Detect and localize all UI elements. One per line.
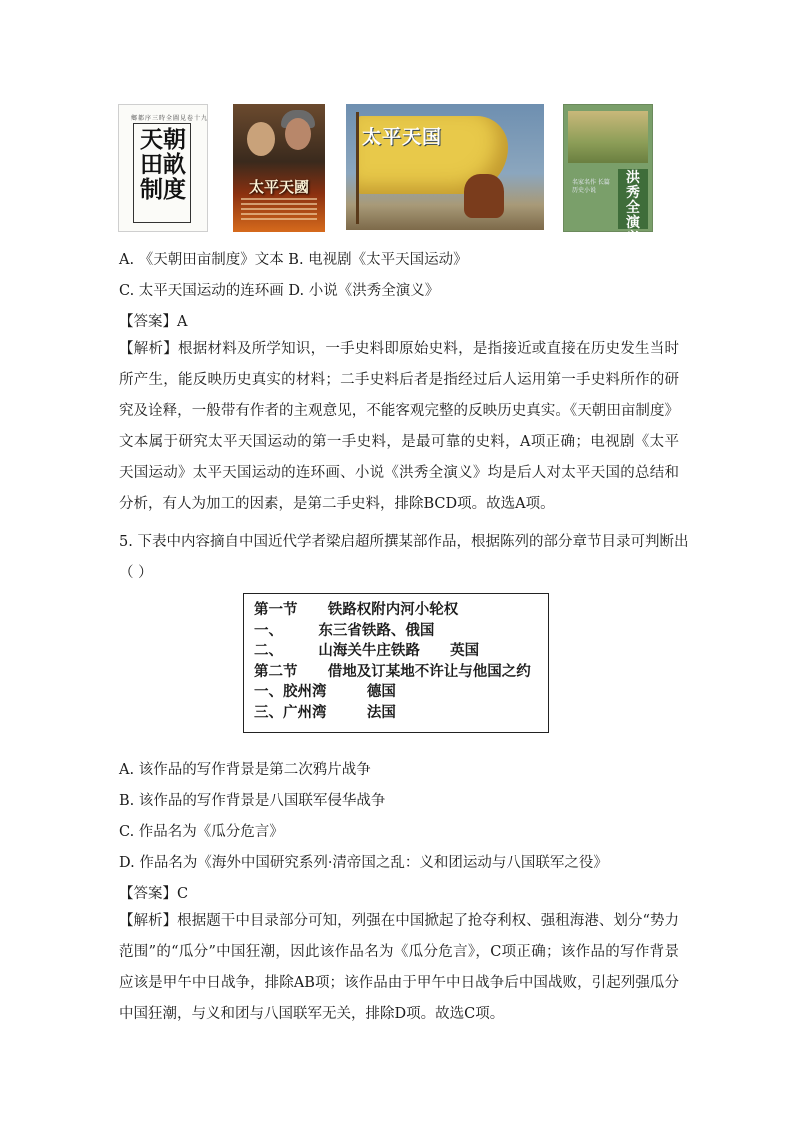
q5-analysis: 【解析】根据题干中目录部分可知，列强在中国掀起了抢夺利权、强租海港、划分“势力范围”的“瓜分”中国狂潮，因此该作品名为《瓜分危言》，C项正确；该作品的写作背景应该是甲午中日战争，排除AB项；该作品由于甲午中日战争后中国战败，引起列强瓜分中国狂潮，与义和团与八国联军无关，排除D项。故选C项。	[119, 913, 679, 1022]
actor-face-left	[247, 122, 275, 156]
comic-book-image	[346, 104, 544, 230]
tianchao-tianmu-zhidu-document-image	[118, 104, 208, 232]
novel-cover-small-text: 名家名作 长篇历史小说	[572, 179, 610, 194]
table-row: 一、胶州湾 德国	[254, 683, 396, 700]
table-row: 二、 山海关牛庄铁路 英国	[254, 642, 480, 659]
tv-drama-title: 太平天國	[248, 178, 309, 196]
q4-options-cd: C. 太平天国运动的连环画 D. 小说《洪秀全演义》	[119, 283, 440, 299]
rider-figure	[464, 174, 504, 218]
q5-contents-table	[243, 593, 549, 733]
q5-option-c: C. 作品名为《瓜分危言》	[119, 824, 284, 840]
table-row: 第二节 借地及订某地不许让与他国之约	[254, 662, 531, 680]
cover-fine-print	[241, 198, 317, 220]
table-row: 第一节 铁路权附内河小轮权	[254, 601, 459, 618]
comic-title: 太平天国	[362, 126, 443, 148]
q4-answer: 【答案】A	[119, 314, 188, 330]
table-row: 一、 东三省铁路、俄国	[254, 621, 435, 639]
novel-cover-painting	[568, 111, 648, 163]
document-header-text: 鄉都序三時全圖見卷十九	[131, 115, 209, 122]
tv-drama-cover-image	[233, 104, 325, 232]
q4-options-ab: A. 《天朝田亩制度》文本 B. 电视剧《太平天国运动》	[119, 252, 468, 268]
flag-pole	[356, 112, 359, 224]
novel-cover-image	[563, 104, 653, 246]
novel-title-vertical: 洪秀全演义	[626, 170, 640, 246]
q5-stem-line2: （ ）	[119, 565, 153, 581]
q5-answer: 【答案】C	[119, 886, 189, 902]
table-row: 三、广州湾 法国	[254, 703, 396, 721]
q4-analysis: 【解析】根据材料及所学知识，一手史料即原始史料，是指接近或直接在历史发生当时所产生，能反映历史真实的材料；二手史料后者是指经过后人运用第一手史料所作的研究及诠释，一般带有作者的主观意见，不能客观完整的反映历史真实。《天朝田亩制度》文本属于研究太平天国运动的第一手史料，是最可靠的史料，A项正确；电视剧《太平天国运动》太平天国运动的连环画、小说《洪秀全演义》均是后人对太平天国的总结和分析，有人为加工的因素，是第二手史料，排除BCD项。故选A项。	[119, 341, 679, 512]
q5-option-b: B. 该作品的写作背景是八国联军侵华战争	[119, 793, 386, 809]
q5-stem-line1: 5. 下表中内容摘自中国近代学者梁启超所撰某部作品，根据陈列的部分章节目录可判断出	[119, 534, 689, 550]
q5-option-d: D. 作品名为《海外中国研究系列·清帝国之乱：义和团运动与八国联军之役》	[119, 855, 608, 871]
source-images-row	[118, 104, 678, 246]
document-title-vertical: 天朝田畝制度	[140, 126, 186, 203]
actor-face-right	[285, 118, 311, 150]
q5-option-a: A. 该作品的写作背景是第二次鸦片战争	[119, 762, 371, 778]
